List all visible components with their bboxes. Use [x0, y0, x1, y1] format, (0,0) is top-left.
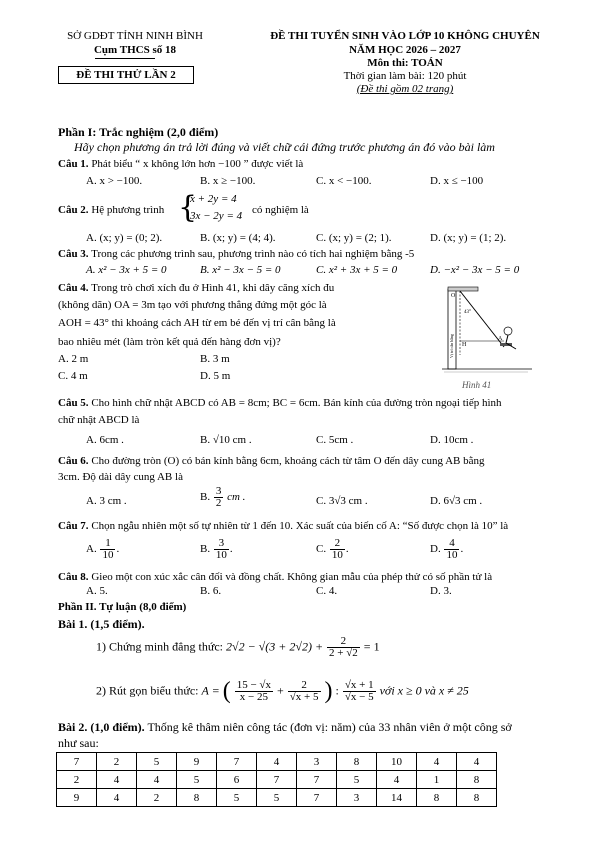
q1-option-b: B. x ≥ −100. — [200, 175, 256, 187]
bai1-item1-expr: 2√2 − √(3 + 2√2) + — [226, 639, 324, 654]
q3-option-b: B. x² − 3x − 5 = 0 — [200, 264, 281, 276]
q3-option-a: A. x² − 3x + 5 = 0 — [86, 264, 167, 276]
table-cell: 7 — [57, 753, 97, 771]
table-cell: 8 — [417, 789, 457, 807]
fig-label-o: O — [451, 293, 456, 299]
q8-option-b: B. 6. — [200, 585, 222, 597]
q5-line1 — [58, 397, 502, 409]
q6-b-den: 2 — [215, 497, 222, 509]
q7-option-b: B. $\frac{3}{10}$ . — [200, 537, 233, 561]
q8-option-c: C. 4. — [316, 585, 338, 597]
q2-post: có nghiệm là — [252, 204, 309, 216]
school-year: NĂM HỌC 2026 – 2027 — [349, 44, 461, 56]
table-cell: 9 — [57, 789, 97, 807]
bai1-item1: 1) Chứng minh đẳng thức: 2√2 − √(3 + 2√2) + $\frac{2}{2 + √2}$ = 1 — [96, 635, 380, 659]
fig-label-a: A — [498, 336, 503, 342]
q8-option-d: D. 3. — [430, 585, 452, 597]
q2-option-b: B. (x; y) = (4; 4). — [200, 232, 276, 244]
q6-line2: 3cm. Độ dài dây cung AB là — [58, 471, 183, 483]
q1-stem — [58, 158, 303, 170]
table-cell: 2 — [97, 753, 137, 771]
table-cell: 5 — [177, 771, 217, 789]
table-row — [57, 771, 497, 789]
table-cell: 14 — [377, 789, 417, 807]
bai1-item2-lhs: A = — [201, 683, 220, 698]
q2-eq2: 3x − 2y = 4 — [190, 210, 243, 222]
exam-title: ĐỀ THI TUYỂN SINH VÀO LỚP 10 KHÔNG CHUYÊN — [270, 30, 540, 42]
bai2-text1: Thống kê thâm niên công tác (đơn vị: năm) của 33 nhân viên ở một công sở — [147, 720, 512, 734]
table-cell: 10 — [377, 753, 417, 771]
q4-option-a: A. 2 m — [58, 353, 89, 365]
table-cell: 4 — [137, 771, 177, 789]
part2-title: Phần II. Tự luận (8,0 điểm) — [58, 601, 187, 613]
q5-option-b: B. √10 cm . — [200, 434, 252, 446]
q4-line3: AOH = 43° thì khoảng cách AH từ em bé đến vị trí cân bằng là — [58, 317, 336, 329]
q6-option-d: D. 6√3 cm . — [430, 495, 483, 507]
q2-pre: Hệ phương trình — [91, 204, 165, 216]
q6-option-b — [200, 486, 245, 509]
bai2-line1 — [58, 720, 512, 735]
table-cell: 4 — [97, 771, 137, 789]
table-cell: 4 — [257, 753, 297, 771]
table-cell: 4 — [97, 789, 137, 807]
q8-stem — [58, 571, 492, 583]
q2-option-d: D. (x; y) = (1; 2). — [430, 232, 507, 244]
dept-name: SỞ GDĐT TỈNH NINH BÌNH — [67, 30, 203, 42]
table-cell: 5 — [257, 789, 297, 807]
q1-option-d: D. x ≤ −100 — [430, 175, 484, 187]
table-cell: 8 — [457, 789, 497, 807]
q4-option-c: C. 4 m — [58, 370, 88, 382]
q4-line4: bao nhiêu mét (làm tròn kết quả đến hàng đơn vị)? — [58, 336, 281, 348]
table-cell: 8 — [337, 753, 377, 771]
q7-option-c: C. $\frac{2}{10}$ . — [316, 537, 349, 561]
table-cell: 1 — [417, 771, 457, 789]
table-cell: 5 — [217, 789, 257, 807]
q1-text: Phát biểu “ x không lớn hơn −100 ” được viết là — [91, 158, 304, 170]
q3-text: Trong các phương trình sau, phương trình nào có tích hai nghiệm bằng -5 — [91, 248, 415, 260]
table-cell: 3 — [337, 789, 377, 807]
q5-option-d: D. 10cm . — [430, 434, 474, 446]
table-cell: 8 — [457, 771, 497, 789]
q6-line1 — [58, 455, 485, 467]
q1-option-c: C. x < −100. — [316, 175, 372, 187]
q7-option-a: A. $\frac{1}{10}$ . — [86, 537, 120, 561]
q5-line2: chữ nhật ABCD là — [58, 414, 140, 426]
q4-option-d: D. 5 m — [200, 370, 231, 382]
page-count-note: (Đề thi gồm 02 trang) — [356, 83, 454, 95]
table-row — [57, 753, 497, 771]
part1-instruction: Hãy chọn phương án trả lời đúng và viết chữ cái đứng trước phương án đó vào bài làm — [74, 140, 495, 154]
bai1-item2: 2) Rút gọn biểu thức: A = ( $\frac{15 - √x}{x - 25}$ + $\frac{2}{√x + 5}$ ) : $\frac{√x + 1}{√x - 5}$ với x ≥ 0 và x ≠ 25 — [96, 678, 469, 704]
table-cell: 4 — [457, 753, 497, 771]
q6-option-a: A. 3 cm . — [86, 495, 127, 507]
fig-label-h: H — [462, 342, 467, 348]
q7-stem — [58, 520, 508, 532]
table-cell: 5 — [337, 771, 377, 789]
q5-option-c: C. 5cm . — [316, 434, 354, 446]
table-cell: 9 — [177, 753, 217, 771]
q2-label: Câu 2. — [58, 204, 89, 216]
q1-option-a: A. x > −100. — [86, 175, 143, 187]
q3-stem — [58, 248, 414, 260]
q1-label: Câu 1. — [58, 158, 89, 170]
q5-label: Câu 5. — [58, 397, 89, 409]
table-cell: 7 — [297, 771, 337, 789]
table-cell: 6 — [217, 771, 257, 789]
divider — [95, 58, 155, 59]
q3-option-c: C. x² + 3x + 5 = 0 — [316, 264, 398, 276]
table-cell: 2 — [57, 771, 97, 789]
q4-line1 — [58, 282, 334, 294]
q5-option-a: A. 6cm . — [86, 434, 124, 446]
q5-text1: Cho hình chữ nhật ABCD có AB = 8cm; BC = 6cm. Bán kính của đường tròn ngoại tiếp hình — [91, 397, 502, 409]
fig-side-label: Vị trí cân bằng — [449, 334, 454, 358]
q6-b-prefix: B. — [200, 491, 211, 504]
q4-text1: Trong trò chơi xích đu ở Hình 41, khi dây căng xích đu — [91, 282, 335, 294]
q6-b-num: 3 — [215, 485, 222, 497]
cluster-name: Cụm THCS số 18 — [93, 44, 176, 56]
bai1-title: Bài 1. (1,5 điểm). — [58, 617, 145, 631]
q6-label: Câu 6. — [58, 455, 89, 467]
table-cell: 4 — [377, 771, 417, 789]
bai1-item1-rhs: = 1 — [363, 639, 380, 654]
q2-option-c: C. (x; y) = (2; 1). — [316, 232, 392, 244]
q3-option-d: D. −x² − 3x − 5 = 0 — [430, 264, 520, 276]
seniority-table — [56, 752, 497, 807]
bai2-line2: như sau: — [58, 736, 99, 750]
q6-option-c: C. 3√3 cm . — [316, 495, 368, 507]
q2-eq1: x + 2y = 4 — [190, 193, 237, 205]
q7-option-d: D. $\frac{4}{10}$ . — [430, 537, 464, 561]
bai1-item2-cond: với x ≥ 0 và x ≠ 25 — [379, 683, 469, 698]
duration: Thời gian làm bài: 120 phút — [343, 70, 467, 82]
q3-label: Câu 3. — [58, 248, 89, 260]
table-cell: 7 — [217, 753, 257, 771]
bai1-item1-label: 1) Chứng minh đẳng thức: — [96, 639, 223, 654]
bai1-item2-label: 2) Rút gọn biểu thức: — [96, 683, 199, 698]
subject: Môn thi: TOÁN — [367, 57, 443, 69]
table-cell: 4 — [417, 753, 457, 771]
q6-b-unit: cm . — [227, 491, 246, 504]
q4-line2: (không dãn) OA = 3m tạo với phương thẳng đứng một góc là — [58, 299, 327, 311]
table-cell: 8 — [177, 789, 217, 807]
figure-caption: Hình 41 — [462, 380, 492, 390]
q8-text: Gieo một con xúc xắc cân đối và đồng chất. Không gian mẫu của phép thử có số phần tử là — [91, 571, 493, 583]
swing-figure — [442, 283, 532, 378]
table-cell: 3 — [297, 753, 337, 771]
table-cell: 5 — [137, 753, 177, 771]
table-cell: 7 — [297, 789, 337, 807]
table-cell: 2 — [137, 789, 177, 807]
brace-icon: { — [178, 190, 198, 225]
q4-option-b: B. 3 m — [200, 353, 230, 365]
q6-text1: Cho đường tròn (O) có bán kính bằng 6cm, khoảng cách từ tâm O đến dây cung AB bằng — [91, 455, 485, 467]
fig-angle: 43° — [464, 310, 471, 315]
table-row — [57, 789, 497, 807]
exam-trial-box: ĐỀ THI THỬ LẦN 2 — [58, 66, 194, 84]
q4-label: Câu 4. — [58, 282, 89, 294]
q7-text: Chọn ngẫu nhiên một số tự nhiên từ 1 đến 10. Xác suất của biến cố A: “Số được chọn là 10” là — [91, 520, 509, 532]
table-cell: 7 — [257, 771, 297, 789]
q2-stem — [58, 204, 164, 216]
q8-label: Câu 8. — [58, 571, 89, 583]
part1-title: Phần I: Trắc nghiệm (2,0 điểm) — [58, 125, 219, 139]
q2-option-a: A. (x; y) = (0; 2). — [86, 232, 163, 244]
q8-option-a: A. 5. — [86, 585, 108, 597]
q7-label: Câu 7. — [58, 520, 89, 532]
bai2-title: Bài 2. (1,0 điểm). — [58, 720, 145, 734]
